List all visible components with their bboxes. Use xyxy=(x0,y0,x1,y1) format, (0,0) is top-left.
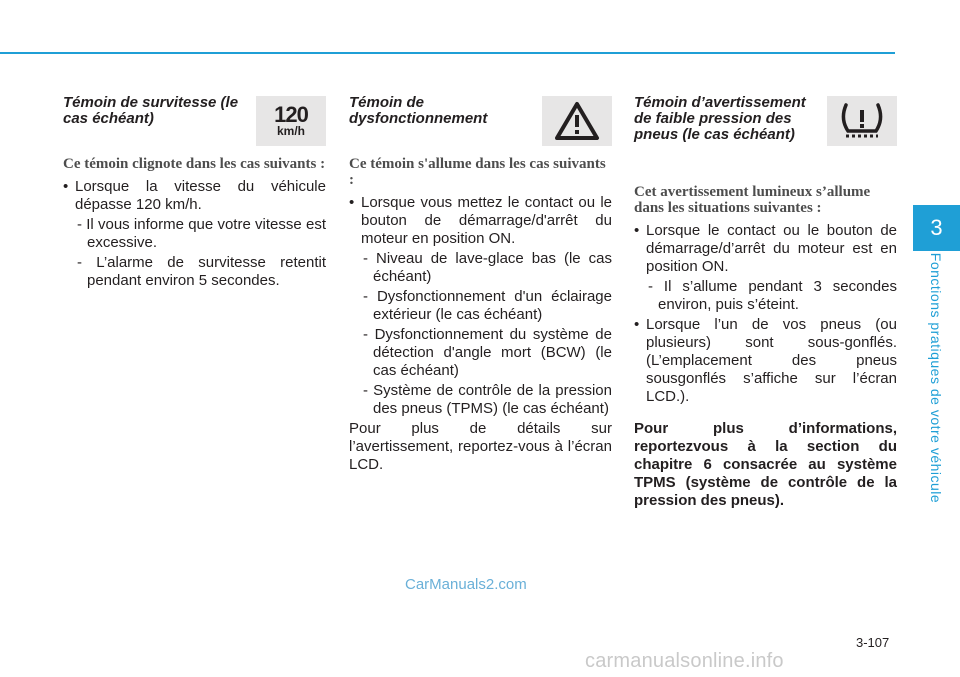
malfunction-section xyxy=(349,92,612,476)
chapter-tab: 3 xyxy=(913,205,960,251)
bullet-item: • Lorsque l’un de vos pneus (ou plusieurs) sont sous-gonflés. (L’emplacement des pneus sousgonflés s’affiche sur l’écran LCD.). xyxy=(634,316,897,406)
tire-pressure-icon xyxy=(827,96,897,146)
watermark-top: CarManuals2.com xyxy=(405,576,527,593)
sub-item: - Niveau de lave-glace bas (le cas échéant) xyxy=(363,250,612,285)
sub-item: - L’alarme de survitesse retentit pendant environ 5 secondes. xyxy=(77,254,326,289)
tire-pressure-section xyxy=(634,92,897,512)
section-header xyxy=(349,92,612,148)
bullet-item: • Lorsque la vitesse du véhicule dépasse 120 km/h. xyxy=(63,178,326,214)
sub-item: - Il s’allume pendant 3 secondes environ, puis s’éteint. xyxy=(648,278,897,313)
bullet-item: • Lorsque vous mettez le contact ou le bouton de démarrage/d'arrêt du moteur en position ON. xyxy=(349,194,612,248)
sub-item: - Dysfonctionnement du système de détection d'angle mort (BCW) (le cas échéant) xyxy=(363,326,612,379)
sub-item: - Système de contrôle de la pression des pneus (TPMS) (le cas échéant) xyxy=(363,382,612,417)
section-lead: Ce témoin s'allume dans les cas suivants : xyxy=(349,156,606,188)
warning-triangle-icon xyxy=(542,96,612,146)
page-number: 3-107 xyxy=(856,635,890,650)
section-header xyxy=(63,92,326,148)
section-title: Témoin de survitesse (le cas échéant) xyxy=(63,94,239,127)
section-lead: Cet avertissement lumineux s’allume dans les situations suivantes : xyxy=(634,184,871,216)
watermark-bottom: carmanualsonline.info xyxy=(585,650,784,672)
section-title: Témoin d’avertissement de faible pression des pneus (le cas échéant) xyxy=(634,94,806,143)
overspeed-120-icon xyxy=(256,96,326,146)
section-title: Témoin de dysfonctionnement xyxy=(349,94,488,127)
speed-number: 120 xyxy=(274,102,308,127)
section-header xyxy=(634,92,897,148)
header-rule xyxy=(0,52,895,54)
bullet-item: • Lorsque le contact ou le bouton de démarrage/d’arrêt du moteur est en position ON. xyxy=(634,222,897,276)
overspeed-section xyxy=(63,92,326,292)
speed-unit: km/h xyxy=(276,124,305,138)
sub-item: - Dysfonctionnement d'un éclairage extérieur (le cas échéant) xyxy=(363,288,612,323)
section-lead: Ce témoin clignote dans les cas suivants : xyxy=(63,156,326,172)
info-paragraph: Pour plus d’informations, reportezvous à la section du chapitre 6 consacrée au système TPMS (système de contrôle de la pression des pneus). xyxy=(634,420,897,509)
detail-paragraph: Pour plus de détails sur l’avertissement, reportez-vous à l’écran LCD. xyxy=(349,420,612,473)
chapter-title: Fonctions pratiques de votre véhicule xyxy=(928,252,944,504)
sub-item: - Il vous informe que votre vitesse est excessive. xyxy=(77,216,326,251)
